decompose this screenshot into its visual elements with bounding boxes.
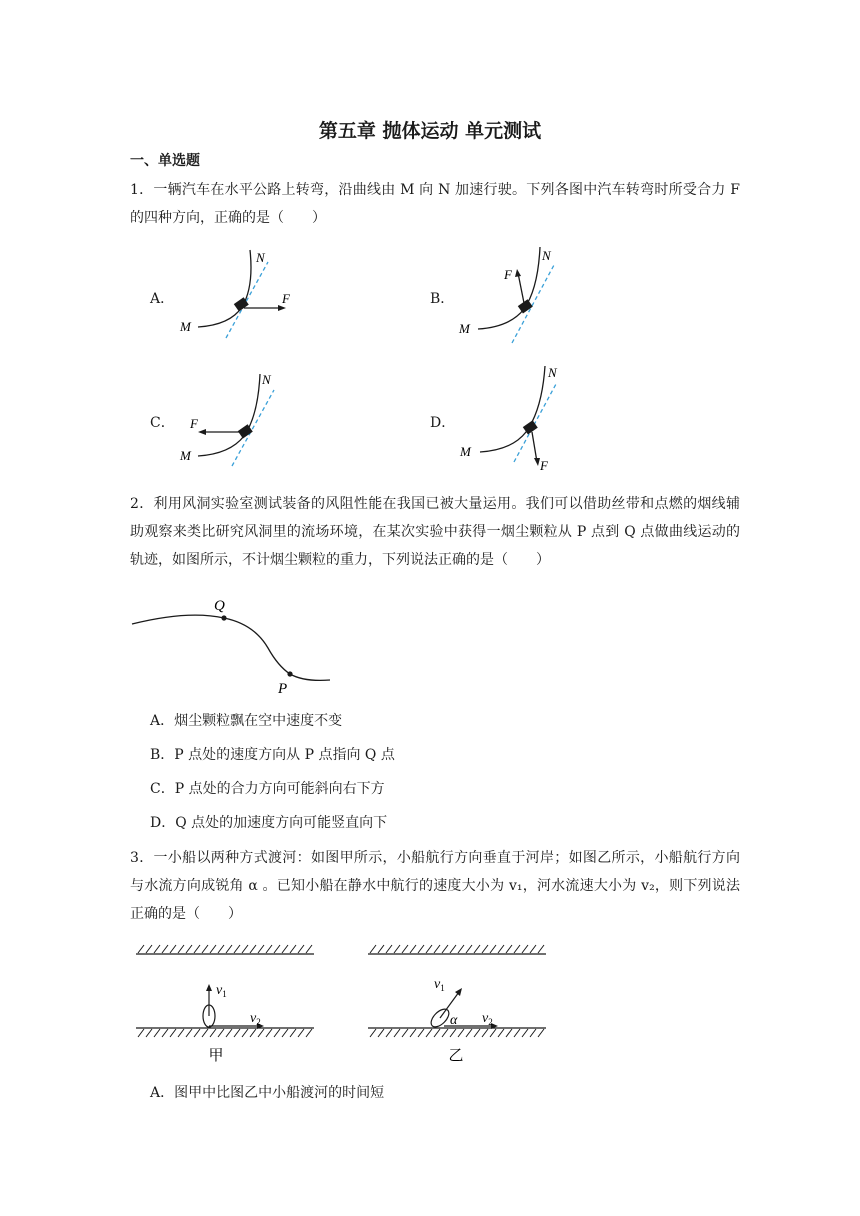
q1-option-b-label: B．: [430, 291, 455, 307]
label-v1: $v_1$: [216, 983, 227, 999]
label-n: N: [262, 372, 271, 387]
tangent-line: [226, 262, 268, 338]
label-q: Q: [214, 598, 225, 614]
label-alpha: α: [450, 1013, 458, 1028]
q3-diagram-jia: [132, 944, 318, 1066]
label-m: M: [180, 319, 191, 334]
label-f: F: [504, 267, 512, 282]
q2-choice-b: B．P 点处的速度方向从 P 点指向 Q 点: [150, 747, 395, 763]
q1-option-a-label: A．: [150, 291, 175, 307]
label-f: F: [282, 291, 290, 306]
label-m: M: [460, 444, 471, 459]
label-n: N: [542, 248, 551, 263]
q2-trajectory-diagram: [128, 592, 338, 696]
label-m: M: [180, 448, 191, 463]
q1-diagram-d: [450, 362, 590, 474]
curve-path: [198, 374, 260, 456]
car-icon: [518, 299, 533, 313]
far-riverbank: [136, 945, 314, 954]
q3-choice-a: A．图甲中比图乙中小船渡河的时间短: [150, 1085, 385, 1101]
far-riverbank: [368, 945, 546, 954]
near-riverbank: [136, 1028, 314, 1037]
q1-option-c-label: C．: [150, 415, 175, 431]
label-v2: $v_2$: [482, 1011, 493, 1027]
q2-choice-a: A．烟尘颗粒飘在空中速度不变: [150, 713, 343, 729]
q2-choice-c: C．P 点处的合力方向可能斜向右下方: [150, 781, 385, 797]
label-n: N: [256, 250, 265, 265]
section-heading: 一、单选题: [130, 153, 200, 169]
label-yi: 乙: [448, 1048, 464, 1064]
curve-path: [480, 366, 545, 452]
question-2-text: 2．利用风洞实验室测试装备的风阻性能在我国已被大量运用。我们可以借助丝带和点燃的烟线辅助观察来类比研究风洞里的流场环境，在某次实验中获得一烟尘颗粒从 P 点到 Q 点做曲线运动的轨迹，如图所示，不计烟尘颗粒的重力，下列说法正确的是（ ）: [130, 496, 740, 568]
label-v1: $v_1$: [434, 977, 445, 993]
label-f: F: [540, 458, 548, 473]
q2-choice-d: D．Q 点处的加速度方向可能竖直向下: [150, 815, 388, 831]
q3-diagram-yi: [364, 944, 550, 1066]
near-riverbank: [368, 1028, 546, 1037]
label-f: F: [190, 416, 198, 431]
question-3-text: 3．一小船以两种方式渡河：如图甲所示，小船航行方向垂直于河岸；如图乙所示，小船航行方向与水流方向成锐角 α 。已知小船在静水中航行的速度大小为 v₁，河水流速大小为 v₂，则下列说法正确的是（ ）: [130, 850, 740, 922]
point-p: [287, 671, 292, 676]
force-arrow: [532, 432, 537, 462]
question-1-text: 1．一辆汽车在水平公路上转弯，沿曲线由 M 向 N 加速行驶。下列各图中汽车转弯时所受合力 F 的四种方向，正确的是（ ）: [130, 182, 740, 226]
label-n: N: [548, 365, 557, 380]
tangent-line: [232, 390, 274, 466]
label-jia: 甲: [208, 1048, 224, 1064]
q1-option-d-label: D．: [430, 415, 456, 431]
page-title: 第五章 抛体运动 单元测试: [318, 120, 542, 142]
car-icon: [234, 297, 249, 311]
label-m: M: [459, 321, 470, 336]
q1-diagram-a: [170, 245, 310, 345]
curve-path: [198, 250, 251, 327]
q1-diagram-c: [170, 368, 310, 468]
trajectory-path: [132, 615, 330, 680]
force-arrow: [518, 273, 524, 303]
label-p: P: [278, 681, 288, 696]
curve-path: [478, 247, 540, 329]
point-q: [221, 615, 226, 620]
q1-diagram-b: [450, 245, 590, 345]
label-v2: $v_2$: [250, 1011, 261, 1027]
